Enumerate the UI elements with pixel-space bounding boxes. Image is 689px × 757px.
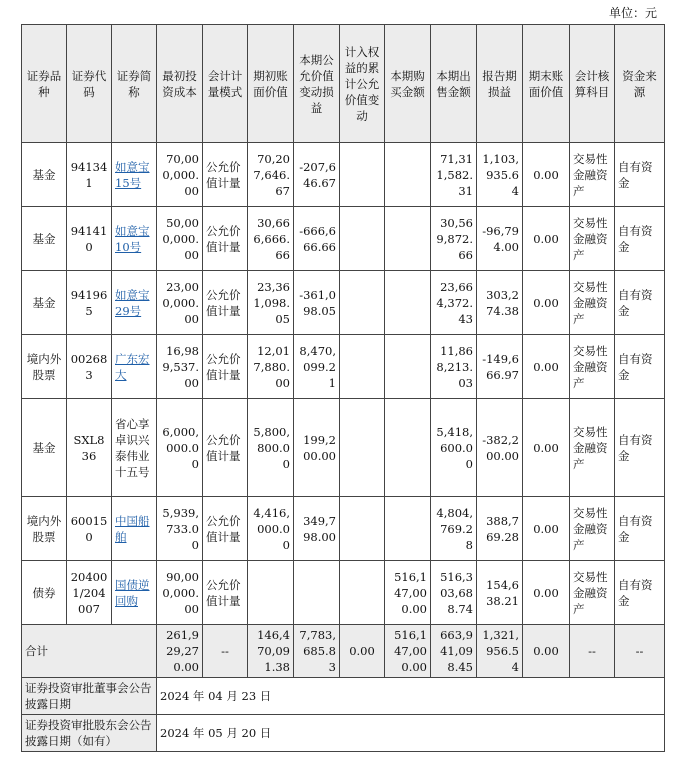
header-cell: 证券品种 (22, 25, 67, 143)
fund-source: 自有资金 (615, 497, 665, 561)
table-row (22, 497, 665, 561)
security-name-link[interactable]: 如意宝15号 (115, 159, 150, 190)
equity-fv-change (340, 271, 385, 335)
opening-value: 4,416,000.00 (248, 497, 294, 561)
measurement-mode: 公允价值计量 (203, 497, 248, 561)
fund-source: 自有资金 (615, 335, 665, 399)
total-label: 合计 (22, 625, 157, 678)
fund-source: 自有资金 (615, 143, 665, 207)
security-name-link[interactable]: 中国船舶 (115, 513, 150, 544)
sale-amount: 516,303,688.74 (431, 561, 477, 625)
header-cell: 期初账面价值 (248, 25, 294, 143)
sale-amount: 30,569,872.66 (431, 207, 477, 271)
measurement-mode: 公允价值计量 (203, 271, 248, 335)
opening-value: 30,666,666.66 (248, 207, 294, 271)
purchase-amount (385, 271, 431, 335)
opening-value: 23,361,098.05 (248, 271, 294, 335)
fair-value-change: 8,470,099.21 (294, 335, 340, 399)
purchase-amount (385, 399, 431, 497)
header-cell: 本期出售金额 (431, 25, 477, 143)
fair-value-change (294, 561, 340, 625)
closing-value: 0.00 (523, 143, 570, 207)
equity-fv-change (340, 497, 385, 561)
header-cell: 报告期损益 (477, 25, 523, 143)
sale-amount: 23,664,372.43 (431, 271, 477, 335)
total-fair-value-change: 7,783,685.83 (294, 625, 340, 678)
purchase-amount (385, 335, 431, 399)
header-cell: 会计核算科目 (570, 25, 615, 143)
securities-investment-table (21, 24, 665, 752)
table-row (22, 271, 665, 335)
initial-cost: 70,000,000.00 (157, 143, 203, 207)
header-cell: 资金来源 (615, 25, 665, 143)
security-type: 境内外股票 (22, 497, 67, 561)
header-cell: 证券代码 (67, 25, 112, 143)
opening-value (248, 561, 294, 625)
period-gain-loss: -382,200.00 (477, 399, 523, 497)
purchase-amount (385, 207, 431, 271)
measurement-mode: 公允价值计量 (203, 207, 248, 271)
total-sale-amount: 663,941,098.45 (431, 625, 477, 678)
table-header-row (22, 25, 665, 143)
board-approval-date: 2024 年 04 月 23 日 (157, 678, 665, 715)
fair-value-change: -666,666.66 (294, 207, 340, 271)
header-cell: 证券简称 (112, 25, 157, 143)
closing-value: 0.00 (523, 207, 570, 271)
unit-label: 单位：元 (608, 6, 657, 20)
initial-cost: 23,000,000.00 (157, 271, 203, 335)
fund-source: 自有资金 (615, 399, 665, 497)
table-row (22, 561, 665, 625)
security-name-link[interactable]: 广东宏大 (115, 351, 150, 382)
period-gain-loss: 303,274.38 (477, 271, 523, 335)
fair-value-change: -361,098.05 (294, 271, 340, 335)
period-gain-loss: 154,638.21 (477, 561, 523, 625)
total-period-gain-loss: 1,321,956.54 (477, 625, 523, 678)
shareholder-approval-date: 2024 年 05 月 20 日 (157, 715, 665, 752)
table-row (22, 335, 665, 399)
security-type: 债券 (22, 561, 67, 625)
equity-fv-change (340, 207, 385, 271)
board-approval-row (22, 678, 665, 715)
security-type: 基金 (22, 143, 67, 207)
shareholder-approval-row (22, 715, 665, 752)
header-cell: 最初投资成本 (157, 25, 203, 143)
accounting-subject: 交易性金融资产 (570, 207, 615, 271)
opening-value: 5,800,800.00 (248, 399, 294, 497)
equity-fv-change (340, 335, 385, 399)
purchase-amount: 516,147,000.00 (385, 561, 431, 625)
header-cell: 会计计量模式 (203, 25, 248, 143)
security-type: 基金 (22, 271, 67, 335)
header-cell: 计入权益的累计公允价值变动 (340, 25, 385, 143)
sale-amount: 11,868,213.03 (431, 335, 477, 399)
table-row (22, 399, 665, 497)
table-row (22, 143, 665, 207)
accounting-subject: 交易性金融资产 (570, 561, 615, 625)
accounting-subject: 交易性金融资产 (570, 399, 615, 497)
total-purchase-amount: 516,147,000.00 (385, 625, 431, 678)
security-code: 941965 (67, 271, 112, 335)
measurement-mode: 公允价值计量 (203, 561, 248, 625)
accounting-subject: 交易性金融资产 (570, 271, 615, 335)
board-approval-label: 证券投资审批董事会公告披露日期 (22, 678, 157, 715)
fair-value-change: 349,798.00 (294, 497, 340, 561)
opening-value: 12,017,880.00 (248, 335, 294, 399)
header-cell: 本期公允价值变动损益 (294, 25, 340, 143)
initial-cost: 90,000,000.00 (157, 561, 203, 625)
accounting-subject: 交易性金融资产 (570, 335, 615, 399)
fair-value-change: -207,646.67 (294, 143, 340, 207)
header-cell: 本期购买金额 (385, 25, 431, 143)
fund-source: 自有资金 (615, 207, 665, 271)
total-fund-source: -- (615, 625, 665, 678)
security-code: SXL836 (67, 399, 112, 497)
security-type: 基金 (22, 399, 67, 497)
security-name: 省心享卓识兴泰伟业十五号 (112, 399, 157, 497)
total-row (22, 625, 665, 678)
security-code: 002683 (67, 335, 112, 399)
period-gain-loss: 388,769.28 (477, 497, 523, 561)
security-name-link[interactable]: 国债逆回购 (115, 577, 150, 608)
accounting-subject: 交易性金融资产 (570, 497, 615, 561)
total-initial-cost: 261,929,270.00 (157, 625, 203, 678)
total-measurement-mode: -- (203, 625, 248, 678)
security-type: 基金 (22, 207, 67, 271)
initial-cost: 5,939,733.00 (157, 497, 203, 561)
closing-value: 0.00 (523, 561, 570, 625)
measurement-mode: 公允价值计量 (203, 335, 248, 399)
initial-cost: 6,000,000.00 (157, 399, 203, 497)
table-row (22, 207, 665, 271)
security-code: 204001/204007 (67, 561, 112, 625)
initial-cost: 50,000,000.00 (157, 207, 203, 271)
sale-amount: 71,311,582.31 (431, 143, 477, 207)
security-code: 941410 (67, 207, 112, 271)
security-name-link[interactable]: 如意宝10号 (115, 223, 150, 254)
shareholder-approval-label: 证券投资审批股东会公告披露日期（如有） (22, 715, 157, 752)
sale-amount: 5,418,600.00 (431, 399, 477, 497)
equity-fv-change (340, 143, 385, 207)
security-type: 境内外股票 (22, 335, 67, 399)
security-code: 600150 (67, 497, 112, 561)
fund-source: 自有资金 (615, 561, 665, 625)
equity-fv-change (340, 399, 385, 497)
purchase-amount (385, 497, 431, 561)
fair-value-change: 199,200.00 (294, 399, 340, 497)
sale-amount: 4,804,769.28 (431, 497, 477, 561)
period-gain-loss: -96,794.00 (477, 207, 523, 271)
measurement-mode: 公允价值计量 (203, 399, 248, 497)
total-opening-value: 146,470,091.38 (248, 625, 294, 678)
period-gain-loss: 1,103,935.64 (477, 143, 523, 207)
accounting-subject: 交易性金融资产 (570, 143, 615, 207)
closing-value: 0.00 (523, 335, 570, 399)
purchase-amount (385, 143, 431, 207)
initial-cost: 16,989,537.00 (157, 335, 203, 399)
total-accounting-subject: -- (570, 625, 615, 678)
fund-source: 自有资金 (615, 271, 665, 335)
header-cell: 期末账面价值 (523, 25, 570, 143)
total-closing-value: 0.00 (523, 625, 570, 678)
closing-value: 0.00 (523, 399, 570, 497)
opening-value: 70,207,646.67 (248, 143, 294, 207)
closing-value: 0.00 (523, 497, 570, 561)
equity-fv-change (340, 561, 385, 625)
measurement-mode: 公允价值计量 (203, 143, 248, 207)
security-code: 941341 (67, 143, 112, 207)
total-equity-fv-change: 0.00 (340, 625, 385, 678)
closing-value: 0.00 (523, 271, 570, 335)
period-gain-loss: -149,666.97 (477, 335, 523, 399)
security-name-link[interactable]: 如意宝29号 (115, 287, 150, 318)
